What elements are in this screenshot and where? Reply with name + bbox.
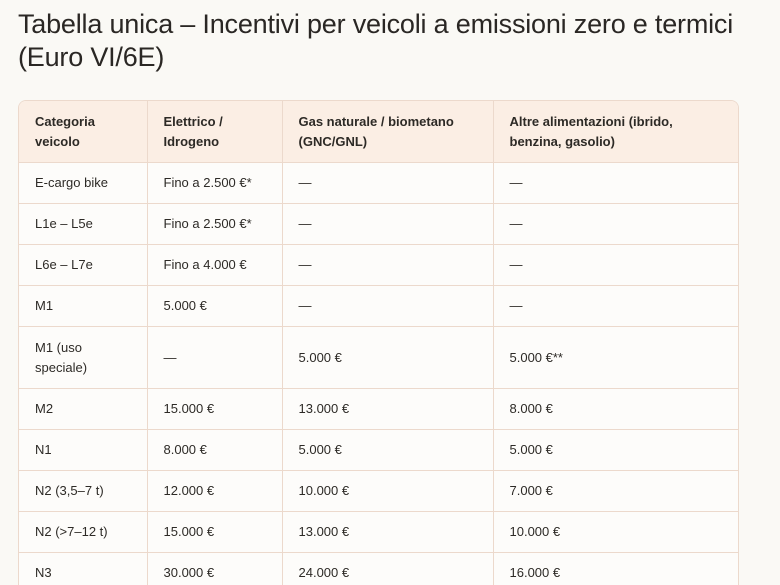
table-row: [19, 204, 738, 245]
cell-categoria: M2: [19, 389, 147, 430]
cell-altre: 5.000 €: [493, 430, 738, 471]
cell-gas: 5.000 €: [282, 327, 493, 389]
cell-gas: 5.000 €: [282, 430, 493, 471]
cell-elettrico: 30.000 €: [147, 553, 282, 585]
table-row: [19, 512, 738, 553]
table-row: [19, 286, 738, 327]
cell-elettrico: 15.000 €: [147, 389, 282, 430]
incentives-table: [19, 101, 738, 585]
cell-gas: —: [282, 204, 493, 245]
cell-altre: 5.000 €**: [493, 327, 738, 389]
cell-gas: —: [282, 245, 493, 286]
cell-elettrico: —: [147, 327, 282, 389]
table-row: [19, 389, 738, 430]
table-row: [19, 327, 738, 389]
header-altre-alimentazioni: Altre alimentazioni (ibrido, benzina, gasolio): [493, 101, 738, 163]
cell-gas: —: [282, 286, 493, 327]
cell-altre: —: [493, 204, 738, 245]
cell-altre: 16.000 €: [493, 553, 738, 585]
cell-gas: 13.000 €: [282, 512, 493, 553]
table-row: [19, 163, 738, 204]
table-row: [19, 553, 738, 585]
table-row: [19, 245, 738, 286]
cell-altre: —: [493, 245, 738, 286]
cell-altre: —: [493, 163, 738, 204]
cell-categoria: N3: [19, 553, 147, 585]
cell-categoria: N2 (>7–12 t): [19, 512, 147, 553]
cell-gas: 13.000 €: [282, 389, 493, 430]
header-categoria: Categoria veicolo: [19, 101, 147, 163]
cell-categoria: M1: [19, 286, 147, 327]
cell-altre: 7.000 €: [493, 471, 738, 512]
cell-gas: —: [282, 163, 493, 204]
header-gas-naturale: Gas naturale / biometano (GNC/GNL): [282, 101, 493, 163]
page-title: Tabella unica – Incentivi per veicoli a emissioni zero e termici (Euro VI/6E): [18, 9, 734, 72]
cell-categoria: M1 (uso speciale): [19, 327, 147, 389]
table-row: [19, 430, 738, 471]
header-elettrico: Elettrico / Idrogeno: [147, 101, 282, 163]
cell-categoria: E-cargo bike: [19, 163, 147, 204]
cell-categoria: N2 (3,5–7 t): [19, 471, 147, 512]
cell-elettrico: Fino a 4.000 €: [147, 245, 282, 286]
cell-elettrico: 8.000 €: [147, 430, 282, 471]
cell-elettrico: Fino a 2.500 €*: [147, 204, 282, 245]
cell-elettrico: 12.000 €: [147, 471, 282, 512]
cell-categoria: L6e – L7e: [19, 245, 147, 286]
incentives-table-container: [18, 100, 739, 585]
cell-elettrico: Fino a 2.500 €*: [147, 163, 282, 204]
table-row: [19, 471, 738, 512]
cell-categoria: N1: [19, 430, 147, 471]
cell-categoria: L1e – L5e: [19, 204, 147, 245]
cell-elettrico: 15.000 €: [147, 512, 282, 553]
table-header-row: [19, 101, 738, 163]
cell-altre: —: [493, 286, 738, 327]
cell-altre: 8.000 €: [493, 389, 738, 430]
cell-elettrico: 5.000 €: [147, 286, 282, 327]
cell-altre: 10.000 €: [493, 512, 738, 553]
cell-gas: 10.000 €: [282, 471, 493, 512]
cell-gas: 24.000 €: [282, 553, 493, 585]
